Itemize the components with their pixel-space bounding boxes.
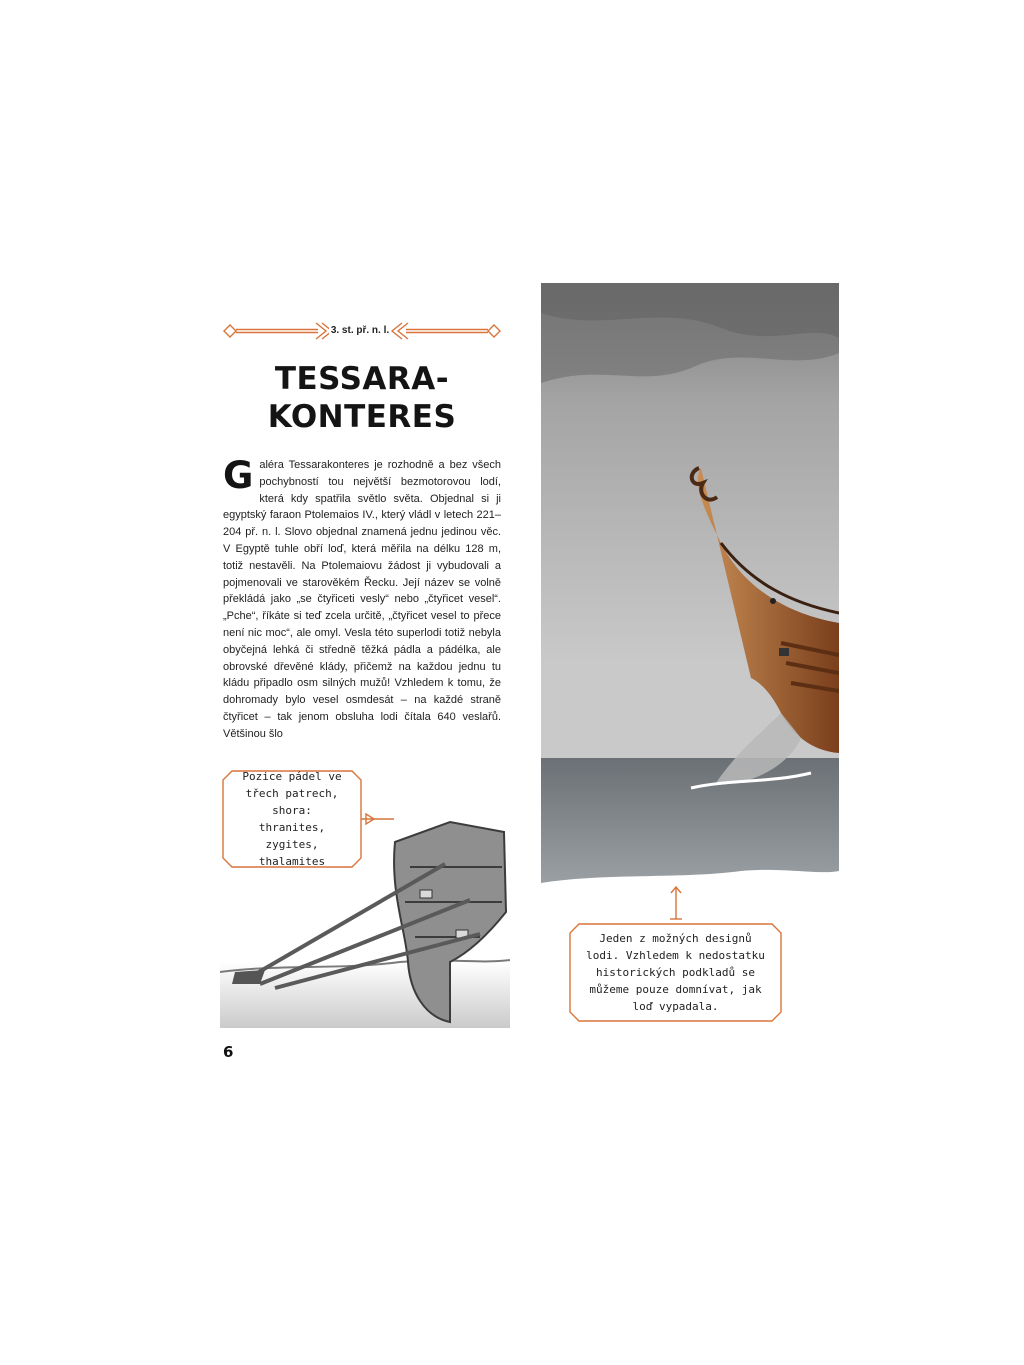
body-paragraph bbox=[223, 454, 501, 743]
drop-cap: G bbox=[223, 454, 254, 497]
title-line-1: TESSARA- bbox=[274, 361, 450, 397]
callout-oar-text: Pozice pádel ve třech patrech, shora: thranites, zygites, thalamites bbox=[242, 770, 342, 868]
callout-ship-design bbox=[569, 923, 782, 1022]
ship-illustration bbox=[541, 283, 839, 885]
callout-oar-positions bbox=[222, 770, 362, 868]
callout-pointer bbox=[668, 885, 684, 925]
date-label: 3. st. př. n. l. bbox=[329, 323, 391, 339]
page-title bbox=[222, 360, 502, 436]
callout-design-text: Jeden z možných designů lodi. Vzhledem k nedostatku historických podkladů se můžeme pouze domnívat, jak loď vypadala. bbox=[586, 932, 765, 1013]
title-line-2: KONTERES bbox=[267, 399, 457, 435]
body-text: aléra Tessarakonteres je rozhodně a bez všech pochybností tou největší bezmotorovou lodí, která kdy spatřila světlo světa. Objednal si ji egyptský faraon Ptolemaios IV., který vládl v letech 221–204 př. n. l. Slovo objednal znamená jednu jedinou věc. V Egyptě tuhle obří loď, která měřila na délku 128 m, totiž nestavěli. Na Ptolemaiovu žádost ji vybudovali a pojmenovali ve starověkém Řecku. Její název se volně překládá jako „se čtyřiceti vesly“ nebo „čtyřicet vesel“. „Pche“, říkáte si teď zcela určitě, „čtyřicet vesel to přece není nic moc“, ale omyl. Vesla této superlodi totiž nebyla obyčejná lehká či středně těžká pádla a pádélka, ale obrovské dřevěné klády, přičemž na každou jednu tu kládu připadlo osm silných mužů! Vzhledem k tomu, že dohromady bylo vesel osmdesát – na každé straně čtyřicet – tak jenom obsluha lodi čítala 640 veslařů. Většinou šlo bbox=[223, 459, 501, 740]
page-number: 6 bbox=[223, 1043, 234, 1061]
